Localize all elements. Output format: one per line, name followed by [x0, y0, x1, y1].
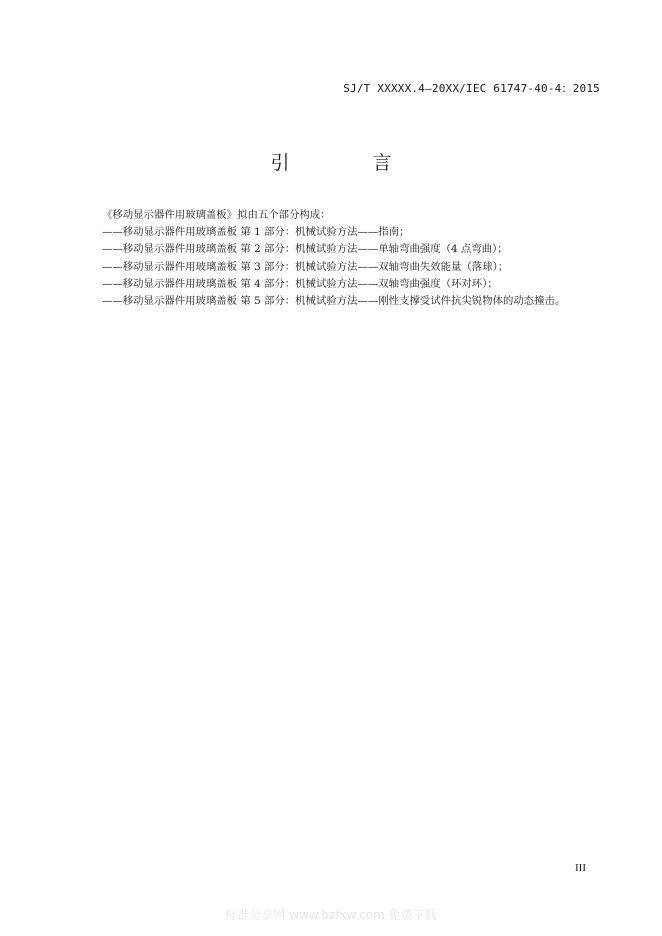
part-item-3: ——移动显示器件用玻璃盖板 第 3 部分：机械试验方法——双轴弯曲失效能量（落球）； — [102, 260, 509, 273]
watermark: 标准分享网 www.bzfxw.com 免费下载 — [225, 908, 437, 922]
intro-lead: 《移动显示器件用玻璃盖板》拟由五个部分构成： — [102, 209, 331, 221]
part-item-2: ——移动显示器件用玻璃盖板 第 2 部分：机械试验方法——单轴弯曲强度（4 点弯曲）； — [102, 243, 508, 256]
part-item-4: ——移动显示器件用玻璃盖板 第 4 部分：机械试验方法——双轴弯曲强度（环对环）； — [102, 277, 498, 290]
page-title: 引 言 — [270, 152, 424, 174]
part-item-1: ——移动显示器件用玻璃盖板 第 1 部分：机械试验方法——指南； — [102, 226, 410, 239]
standard-code: SJ/T XXXXX.4—20XX/IEC 61747-40-4：2015 — [343, 82, 600, 95]
part-item-5: ——移动显示器件用玻璃盖板 第 5 部分：机械试验方法——刚性支撑受试件抗尖锐物体的动态撞击。 — [102, 295, 566, 308]
introduction-body — [102, 207, 602, 310]
page-number: III — [575, 862, 586, 874]
